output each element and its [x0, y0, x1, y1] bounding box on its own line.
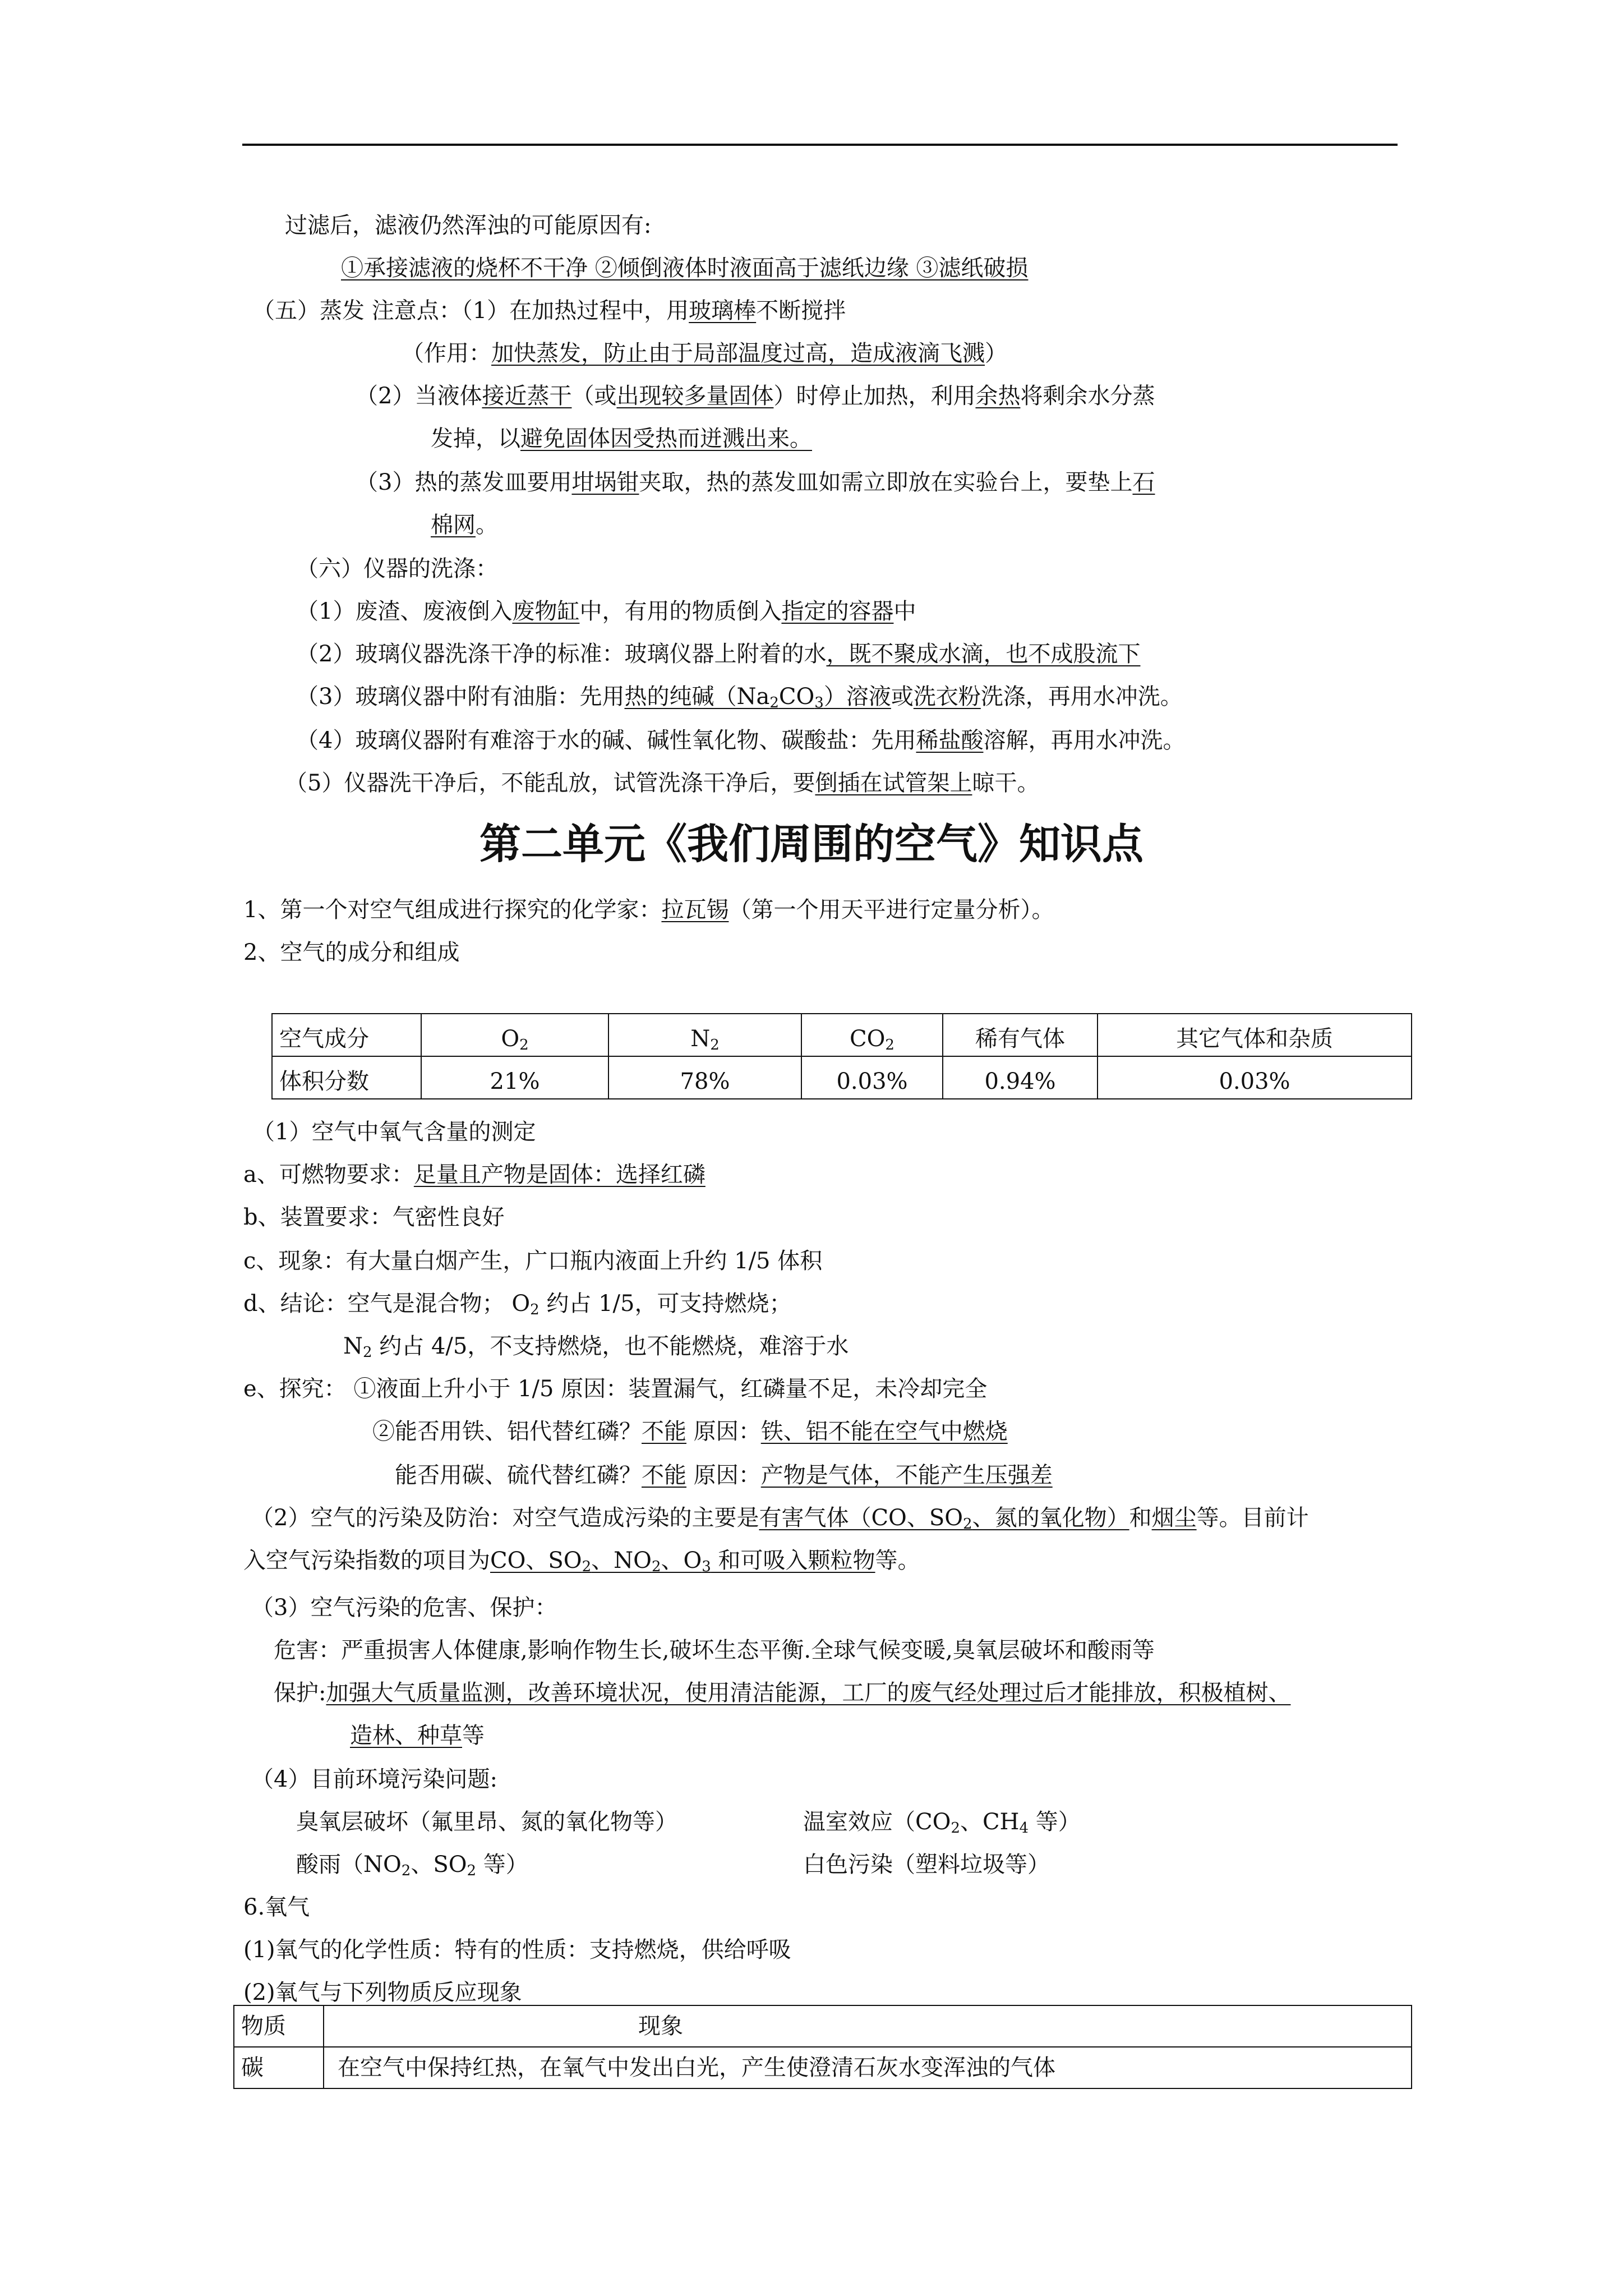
underlined-text: 拉瓦锡 [661, 897, 729, 923]
table-cell: 在空气中保持红热，在氧气中发出白光，产生使澄清石灰水变浑浊的气体 [324, 2047, 1412, 2088]
table-cell: 碳 [234, 2047, 324, 2088]
text: 洗涤，再用水冲洗。 [980, 684, 1183, 710]
text-line [350, 1721, 485, 1750]
text-line [356, 381, 1155, 411]
text: （六）仪器的洗涤： [296, 556, 498, 582]
text: 1、第一个对空气组成进行探究的化学家： [243, 897, 662, 923]
subscript: 2 [651, 1558, 661, 1575]
text: ）时停止加热，利用 [773, 383, 976, 409]
underlined-text: ，既不聚成水滴，也不成股流下 [826, 641, 1141, 667]
unit-title: 第二单元《我们周围的空气》知识点 [479, 820, 1144, 868]
text: （作用： [402, 341, 491, 366]
subscript: 2 [582, 1558, 592, 1575]
subscript: 2 [519, 1037, 529, 1053]
text: 臭氧层破坏（氟里昂、氮的氧化物等） [296, 1809, 677, 1835]
text-line [243, 938, 459, 967]
table-cell: 体积分数 [272, 1056, 421, 1099]
text-line [431, 424, 812, 453]
text-line [343, 1332, 849, 1361]
header-rule [242, 144, 1398, 146]
text: 危害：严重损害人体健康,影响作物生长,破坏生态平衡.全球气候变暖,臭氧层破坏和酸雨等 [274, 1637, 1155, 1663]
text: 不断搅拌 [756, 298, 846, 324]
text: 有害气体（CO、SO [759, 1505, 963, 1531]
text: 等 [462, 1723, 485, 1749]
underlined-text: 棉网 [431, 512, 476, 538]
table-cell: 现象 [324, 2005, 1412, 2047]
text: 过滤后，滤液仍然浑浊的可能原因有: [285, 213, 652, 238]
text-line [274, 1678, 1290, 1708]
text: 和可吸入颗粒物 [711, 1548, 875, 1573]
text-line [251, 1765, 497, 1794]
subscript: 2 [467, 1862, 477, 1879]
table-cell: 0.03% [1098, 1056, 1412, 1099]
text: 约占 4/5，不支持燃烧，也不能燃烧，难溶于水 [372, 1333, 849, 1359]
text-line [372, 1417, 1008, 1446]
text: （第一个用天平进行定量分析）。 [728, 897, 1054, 923]
underlined-text: 足量且产物是固体：选择红磷 [413, 1162, 706, 1188]
text-line [251, 1593, 557, 1622]
underlined-text: 铁、铝不能在空气中燃烧 [760, 1419, 1008, 1444]
text: O [501, 1026, 520, 1052]
text: 、SO [411, 1852, 467, 1878]
text-line [803, 1807, 1081, 1837]
text-line [296, 597, 916, 626]
text: 、CH [960, 1809, 1020, 1835]
text: 等。 [875, 1548, 920, 1573]
text: 入空气污染指数的项目为 [243, 1548, 490, 1573]
underlined-text: 玻璃棒 [689, 298, 757, 324]
text: 。 [476, 512, 498, 538]
subscript: 2 [963, 1516, 972, 1533]
text: 等。目前计 [1196, 1505, 1309, 1531]
text: （或 [571, 383, 617, 409]
subscript: 2 [363, 1344, 372, 1361]
table-row [272, 1014, 1412, 1056]
table-cell [421, 1014, 608, 1056]
text: 中 [893, 599, 916, 624]
underlined-text: 产物是气体，不能产生压强差 [760, 1462, 1053, 1488]
underlined-text [624, 684, 891, 710]
text: 原因： [686, 1419, 761, 1444]
underlined-text: 出现较多量固体 [616, 383, 774, 409]
text: ①承接滤液的烧杯不干净 ②倾倒液体时液面高于滤纸边缘 ③滤纸破损 [341, 255, 1029, 281]
text: 白色污染（塑料垃圾等） [803, 1852, 1050, 1878]
text-line [252, 1117, 536, 1147]
text: 、O [661, 1548, 702, 1573]
text: 或 [891, 684, 914, 710]
text-line [431, 510, 498, 540]
text-line [243, 1160, 706, 1189]
text: （3）玻璃仪器中附有油脂：先用 [296, 684, 625, 710]
text: N [343, 1333, 363, 1359]
text: （4）目前环境污染问题: [251, 1766, 497, 1792]
table-cell [801, 1014, 943, 1056]
subscript: 2 [885, 1037, 895, 1053]
table-row [272, 1056, 1412, 1099]
text: 约占 1/5，可支持燃烧； [539, 1291, 792, 1317]
text: 夹取，热的蒸发皿如需立即放在实验台上，要垫上 [639, 470, 1133, 495]
text: N [690, 1026, 711, 1052]
text-line [243, 1289, 791, 1318]
underlined-text: 加快蒸发，防止由于局部温度过高，造成液滴飞溅 [491, 341, 985, 366]
text-line [402, 339, 1007, 368]
underlined-text: 稀盐酸 [916, 728, 984, 753]
underlined-text: 加强大气质量监测，改善环境状况，使用清洁能源，工厂的废气经处理过后才能排放，积极植树、 [326, 1680, 1291, 1706]
oxygen-reaction-table [233, 2005, 1412, 2089]
text: 2、空气的成分和组成 [243, 940, 460, 965]
text: e、探究： ①液面上升小于 1/5 原因：装置漏气，红磷量不足，未冷却完全 [243, 1376, 988, 1402]
text: (2)氧气与下列物质反应现象 [243, 1980, 522, 2005]
text-line [243, 1374, 987, 1404]
text: 等） [476, 1852, 528, 1878]
text: b、装置要求：气密性良好 [243, 1204, 505, 1230]
text: CO [850, 1026, 886, 1052]
text: 溶解，再用水冲洗。 [983, 728, 1186, 753]
text: 发掉，以 [431, 426, 520, 452]
text-line [296, 639, 1140, 669]
subscript: 3 [702, 1558, 711, 1575]
table-cell: 21% [421, 1056, 608, 1099]
underlined-text: 不能 [642, 1419, 686, 1444]
underlined-text: 余热 [975, 383, 1021, 409]
text: （2）空气的污染及防治：对空气造成污染的主要是 [251, 1505, 759, 1531]
text: （4）玻璃仪器附有难溶于水的碱、碱性氧化物、碳酸盐：先用 [296, 728, 916, 753]
text: 晾干。 [972, 770, 1040, 796]
text-line [296, 726, 1185, 755]
text: （5）仪器洗干净后，不能乱放，试管洗涤干净后，要 [285, 770, 815, 796]
underlined-text: 洗衣粉 [913, 684, 981, 710]
text-line [243, 1246, 822, 1276]
text-line [243, 1203, 505, 1232]
text: (1)氧气的化学性质：特有的性质：支持燃烧，供给呼吸 [243, 1937, 791, 1963]
underlined-text: 石 [1132, 470, 1155, 495]
underlined-text: 接近蒸干 [482, 383, 572, 409]
text: 酸雨（NO [296, 1852, 402, 1878]
text: （2）玻璃仪器洗涤干净的标准：玻璃仪器上附着的水 [296, 641, 827, 667]
text: c、现象：有大量白烟产生，广口瓶内液面上升约 1/5 体积 [243, 1248, 823, 1274]
text: 、氮的氧化物） [972, 1505, 1129, 1531]
text: d、结论：空气是混合物； O [243, 1291, 531, 1317]
underlined-text: 不能 [642, 1462, 686, 1488]
text-line [251, 1503, 1309, 1533]
text-line [285, 211, 651, 240]
text: ②能否用铁、铝代替红磷？ [372, 1419, 642, 1444]
underlined-text: 指定的容器 [781, 599, 894, 624]
underlined-text: 坩埚钳 [571, 470, 639, 495]
text: （2）当液体 [356, 383, 482, 409]
text-line [296, 682, 1183, 711]
text-line [296, 1850, 528, 1879]
table-cell: 其它气体和杂质 [1098, 1014, 1412, 1056]
text: 中，有用的物质倒入 [579, 599, 782, 624]
text-line [243, 895, 1054, 924]
text: （1）空气中氧气含量的测定 [252, 1119, 536, 1145]
text-line [395, 1461, 1053, 1490]
text: 6.氧气 [243, 1894, 310, 1920]
text: 能否用碳、硫代替红磷？ [395, 1462, 642, 1488]
text: 保护: [274, 1680, 326, 1706]
text-line [252, 296, 846, 325]
text-line [356, 468, 1155, 497]
text: 温室效应（CO [803, 1809, 951, 1835]
text: 等） [1029, 1809, 1081, 1835]
underlined-text [490, 1548, 875, 1573]
underlined-text: 烟尘 [1151, 1505, 1197, 1531]
text-line [341, 254, 1270, 283]
underlined-text: 避免固体因受热而迸溅出来。 [520, 426, 812, 452]
table-row [234, 2005, 1412, 2047]
subscript: 2 [951, 1820, 960, 1837]
text-line [243, 1935, 791, 1964]
text: （1）废渣、废液倒入 [296, 599, 513, 624]
subscript: 2 [710, 1037, 720, 1053]
underlined-text: 造林、种草 [350, 1723, 462, 1749]
text: 将剩余水分蒸 [1020, 383, 1155, 409]
text: （3）热的蒸发皿要用 [356, 470, 572, 495]
text: ）溶液 [823, 684, 891, 710]
table-cell: 稀有气体 [943, 1014, 1098, 1056]
underlined-text: 倒插在试管架上 [815, 770, 972, 796]
text-line [243, 1546, 920, 1575]
table-cell [608, 1014, 801, 1056]
text-line [243, 1893, 310, 1922]
underlined-text [759, 1505, 1129, 1531]
table-cell: 78% [608, 1056, 801, 1099]
text: 和 [1129, 1505, 1152, 1531]
text: ） [985, 341, 1007, 366]
text: （3）空气污染的危害、保护： [251, 1595, 557, 1621]
subscript: 2 [769, 694, 779, 711]
table-cell: 0.94% [943, 1056, 1098, 1099]
table-row [234, 2047, 1412, 2088]
text-line [243, 1978, 522, 2007]
table-cell: 0.03% [801, 1056, 943, 1099]
subscript: 4 [1019, 1820, 1029, 1837]
text: a、可燃物要求： [243, 1162, 414, 1188]
underlined-text: 废物缸 [512, 599, 580, 624]
text: 原因： [686, 1462, 761, 1488]
subscript: 3 [814, 694, 824, 711]
text: 、NO [591, 1548, 652, 1573]
text-line [274, 1636, 1155, 1665]
subscript: 2 [401, 1862, 411, 1879]
text-line [296, 1807, 677, 1837]
text: 热的纯碱（Na [624, 684, 770, 710]
text-line [803, 1850, 1050, 1879]
text-line [296, 554, 498, 583]
text-line [285, 769, 1039, 798]
table-cell: 空气成分 [272, 1014, 421, 1056]
table-cell: 物质 [234, 2005, 324, 2047]
air-composition-table [271, 1013, 1412, 1099]
subscript: 2 [530, 1301, 540, 1318]
text: （五）蒸发 注意点：（1）在加热过程中，用 [252, 298, 689, 324]
text: CO [778, 684, 815, 710]
text: CO、SO [490, 1548, 582, 1573]
